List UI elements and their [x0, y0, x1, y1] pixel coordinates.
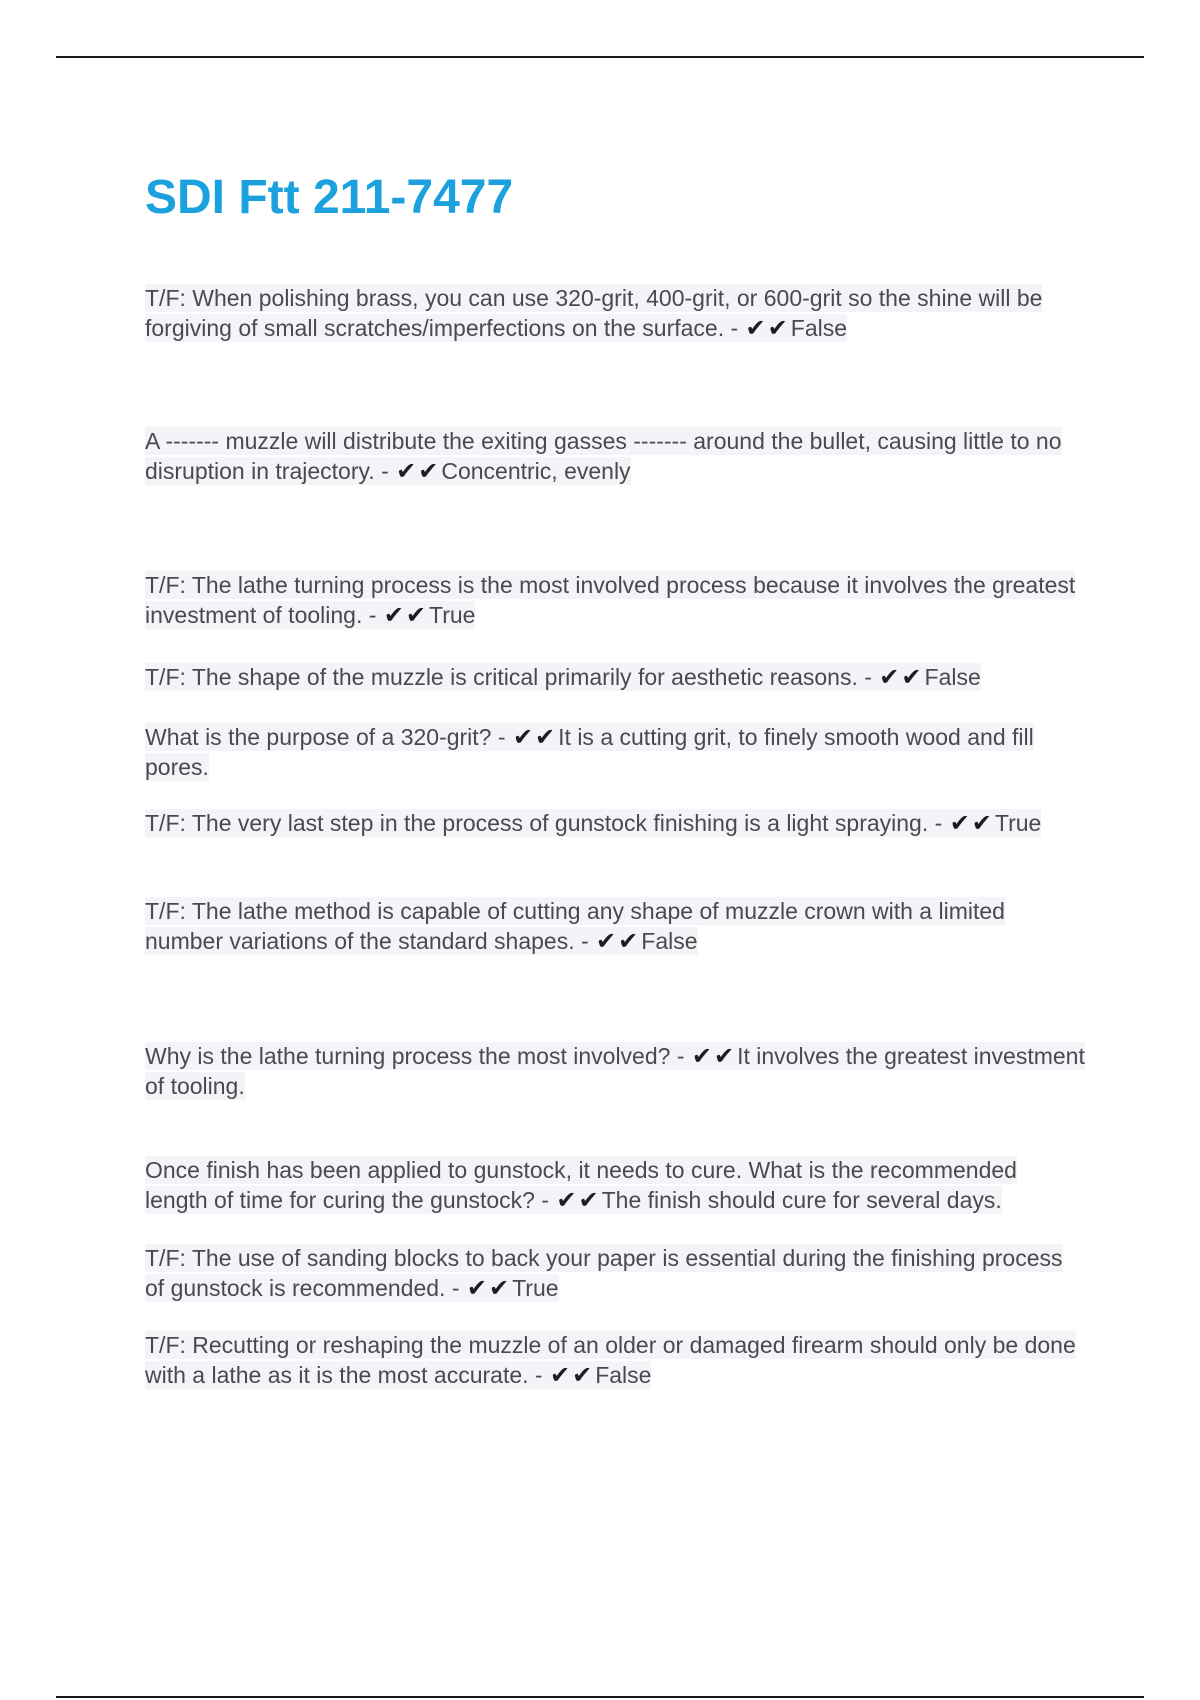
- separator: -: [724, 315, 745, 341]
- separator: -: [528, 1362, 549, 1388]
- separator: -: [670, 1043, 691, 1069]
- answer-text: False: [924, 664, 981, 690]
- question-text: T/F: The use of sanding blocks to back your paper is essential during the finishing process of gunstock is recommended.: [145, 1245, 1063, 1301]
- question-text: What is the purpose of a 320-grit?: [145, 724, 492, 750]
- double-check-icon: ✔✔: [745, 314, 790, 342]
- double-check-icon: ✔✔: [949, 809, 994, 837]
- answer-text: False: [595, 1362, 652, 1388]
- bottom-rule: [56, 1696, 1144, 1698]
- double-check-icon: ✔✔: [396, 457, 441, 485]
- double-check-icon: ✔✔: [549, 1361, 595, 1389]
- double-check-icon: ✔✔: [512, 723, 558, 751]
- qa-item: [145, 808, 1085, 838]
- qa-item: [145, 1155, 1085, 1215]
- qa-item: [145, 722, 1085, 782]
- question-text: T/F: Recutting or reshaping the muzzle of an older or damaged firearm should only be done with a lathe as it is the most accurate.: [145, 1332, 1076, 1388]
- qa-item: [145, 896, 1085, 956]
- qa-item: [145, 1243, 1085, 1303]
- answer-text: False: [641, 928, 698, 954]
- separator: -: [374, 458, 396, 484]
- question-text: T/F: The lathe method is capable of cutting any shape of muzzle crown with a limited number variations of the standard shapes.: [145, 898, 1005, 954]
- question-text: T/F: When polishing brass, you can use 320-grit, 400-grit, or 600-grit so the shine will be forgiving of small scratches/imperfections on the surface.: [145, 285, 1043, 341]
- question-text: T/F: The lathe turning process is the most involved process because it involves the greatest investment of tooling.: [145, 572, 1076, 628]
- question-text: Why is the lathe turning process the most involved?: [145, 1043, 671, 1069]
- answer-text: True: [994, 810, 1042, 836]
- top-rule: [56, 56, 1144, 58]
- qa-item: [145, 426, 1085, 486]
- question-text: T/F: The shape of the muzzle is critical primarily for aesthetic reasons.: [145, 664, 858, 690]
- answer-text: Concentric, evenly: [441, 458, 631, 484]
- qa-item: [145, 570, 1085, 630]
- double-check-icon: ✔✔: [466, 1274, 512, 1302]
- answer-text: True: [512, 1275, 559, 1301]
- qa-item: [145, 1330, 1085, 1390]
- separator: -: [445, 1275, 466, 1301]
- answer-text: The finish should cure for several days.: [601, 1187, 1002, 1213]
- question-text: T/F: The very last step in the process of gunstock finishing is a light spraying.: [145, 810, 929, 836]
- separator: -: [928, 810, 949, 836]
- separator: -: [491, 724, 512, 750]
- separator: -: [574, 928, 596, 954]
- double-check-icon: ✔✔: [556, 1186, 601, 1214]
- answer-text: True: [429, 602, 476, 628]
- separator: -: [857, 664, 879, 690]
- document-title: SDI Ftt 211-7477: [145, 171, 514, 224]
- double-check-icon: ✔✔: [596, 927, 641, 955]
- qa-item: [145, 283, 1085, 343]
- answer-text: It is a cutting grit, to finely smooth wood and fill pores.: [145, 724, 1034, 780]
- double-check-icon: ✔✔: [879, 663, 924, 691]
- question-text: A ------- muzzle will distribute the exiting gasses ------- around the bullet, causing little to no disruption in trajectory.: [145, 428, 1062, 484]
- separator: -: [534, 1187, 556, 1213]
- double-check-icon: ✔✔: [383, 601, 429, 629]
- qa-item: [145, 1041, 1085, 1101]
- question-text: Once finish has been applied to gunstock, it needs to cure. What is the recommended length of time for curing the gunstock?: [145, 1157, 1017, 1213]
- answer-text: False: [790, 315, 848, 341]
- separator: -: [362, 602, 383, 628]
- answer-text: It involves the greatest investment of tooling.: [145, 1043, 1085, 1099]
- double-check-icon: ✔✔: [691, 1042, 737, 1070]
- qa-item: [145, 662, 1085, 692]
